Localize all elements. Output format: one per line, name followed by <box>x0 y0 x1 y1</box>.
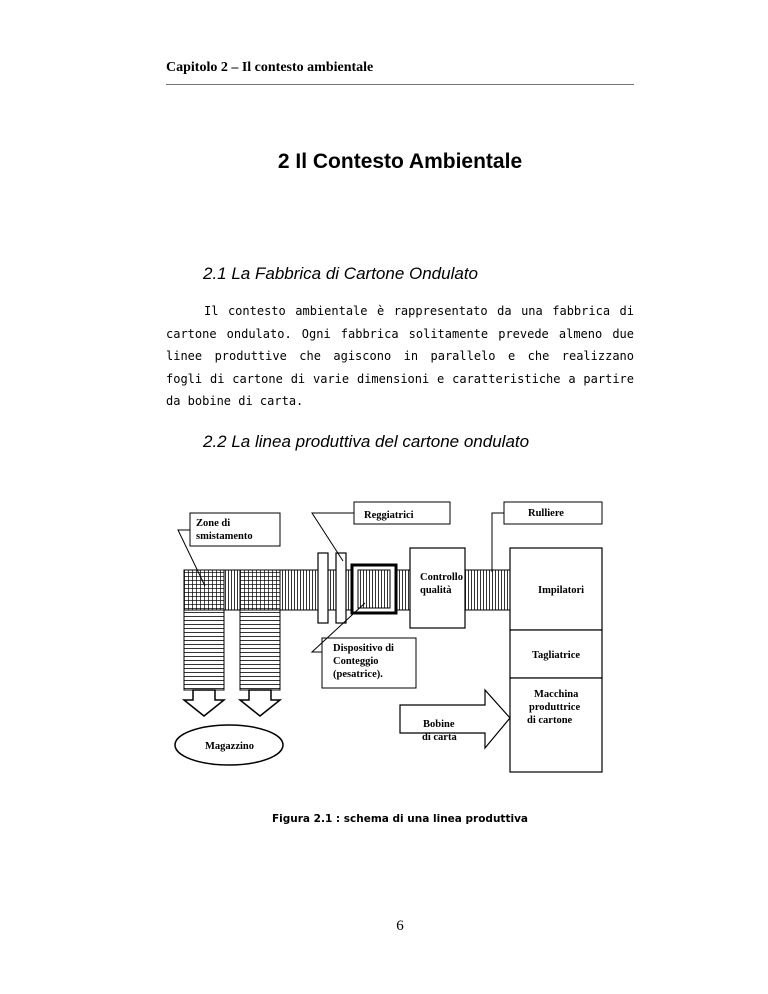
chapter-title: 2 Il Contesto Ambientale <box>277 150 523 173</box>
down-arrow-right <box>240 690 280 716</box>
sorting-grid-left <box>184 570 224 610</box>
corrugator-label-1: Macchina <box>534 689 579 700</box>
paper-reels-label-1: Bobine <box>423 719 455 730</box>
counting-device-label-2: Conteggio <box>333 656 379 667</box>
rollers-leader <box>492 513 504 572</box>
rollers-label: Rulliere <box>528 508 564 519</box>
counting-device-label-3: (pesatrice). <box>333 669 383 680</box>
stackers-label: Impilatori <box>538 585 585 596</box>
counting-device-inner <box>358 570 390 608</box>
body-paragraph: Il contesto ambientale è rappresentato da una fabbrica di cartone ondulato. Ogni fabbrica solitamente prevede almeno due linee produttive che agiscono in parallelo e che realizzano fogli di cartone di varie dimensioni e caratteristiche a partire da bobine di carta. <box>166 304 634 408</box>
down-arrow-left <box>184 690 224 716</box>
corrugator-label-2: produttrice <box>529 702 581 713</box>
counting-device-label-1: Dispositivo di <box>333 643 394 654</box>
cutter-label: Tagliatrice <box>532 650 581 661</box>
sorting-grid-right <box>240 570 280 610</box>
quality-control-label-2: qualità <box>420 585 452 596</box>
sorting-zones-label-1: Zone di <box>196 518 231 529</box>
strapper-1 <box>318 553 328 623</box>
strapper-2 <box>336 553 346 623</box>
conveyor-right <box>465 570 510 610</box>
paper-reels-label-2: di carta <box>422 732 457 743</box>
warehouse-label: Magazzino <box>205 741 254 752</box>
strappers-label: Reggiatrici <box>364 510 414 521</box>
running-header: Capitolo 2 – Il contesto ambientale <box>166 60 374 75</box>
sorting-zones-label-2: smistamento <box>196 531 253 542</box>
section-heading-2-2: 2.2 La linea produttiva del cartone ondulato <box>203 432 530 451</box>
figure-caption: Figura 2.1 : schema di una linea produttiva <box>271 813 528 825</box>
section-heading-2-1: 2.1 La Fabbrica di Cartone Ondulato <box>203 264 479 283</box>
quality-control-label-1: Controllo <box>420 572 463 583</box>
corrugator-label-3: di cartone <box>527 715 573 726</box>
page-number: 6 <box>396 918 404 934</box>
